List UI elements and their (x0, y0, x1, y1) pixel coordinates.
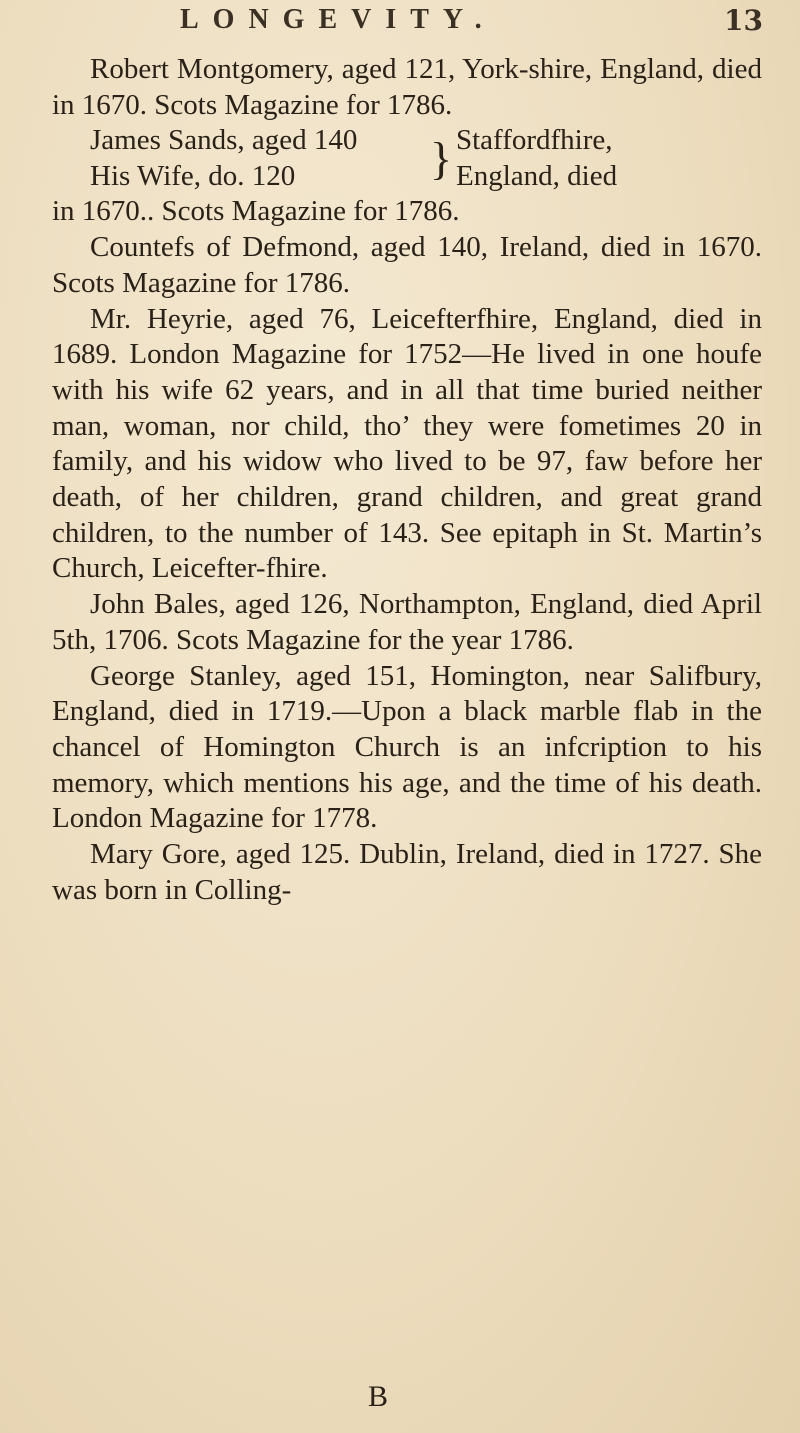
entry-bales: John Bales, aged 126, Northampton, England, died April 5th, 1706. Scots Magazine for the year 1786. (52, 588, 762, 656)
running-head: LONGEVITY. (180, 4, 496, 35)
entry-montgomery: Robert Montgomery, aged 121, York-shire, England, died in 1670. Scots Magazine for 1786. (52, 53, 762, 121)
entry-stanley: George Stanley, aged 151, Homington, near Salifbury, England, died in 1719.—Upon a black marble flab in the chancel of Homington Church is an infcription to his memory, which mentions his age, and the time of his death. London Magazine for 1778. (52, 659, 762, 835)
sands-continuation: in 1670.. Scots Magazine for 1786. (52, 195, 460, 228)
page-number: 13 (724, 4, 763, 37)
signature-mark: B (368, 1380, 389, 1413)
page-header (0, 4, 800, 48)
text-body (52, 52, 762, 908)
entry-sands (52, 123, 762, 194)
sands-place-2: England, died (456, 160, 618, 193)
entry-desmond: Countefs of Defmond, aged 140, Ireland, died in 1670. Scots Magazine for 1786. (52, 231, 762, 299)
sands-line-2: His Wife, do. 120 (90, 160, 296, 193)
sands-place-1: Staffordfhire, (456, 124, 613, 157)
entry-gore: Mary Gore, aged 125. Dublin, Ireland, died in 1727. She was born in Colling- (52, 838, 762, 906)
sands-line-1: James Sands, aged 140 (90, 124, 358, 157)
brace-glyph: } (430, 133, 453, 185)
entry-heyrie: Mr. Heyrie, aged 76, Leicefterfhire, England, died in 1689. London Magazine for 1752—He lived in one houfe with his wife 62 years, and in all that time buried neither man, woman, nor child, tho’ they were fometimes 20 in family, and his widow who lived to be 97, faw before her death, of her children, grand children, and great grand children, to the number of 143. See epitaph in St. Martin’s Church, Leicefter-fhire. (52, 302, 762, 585)
